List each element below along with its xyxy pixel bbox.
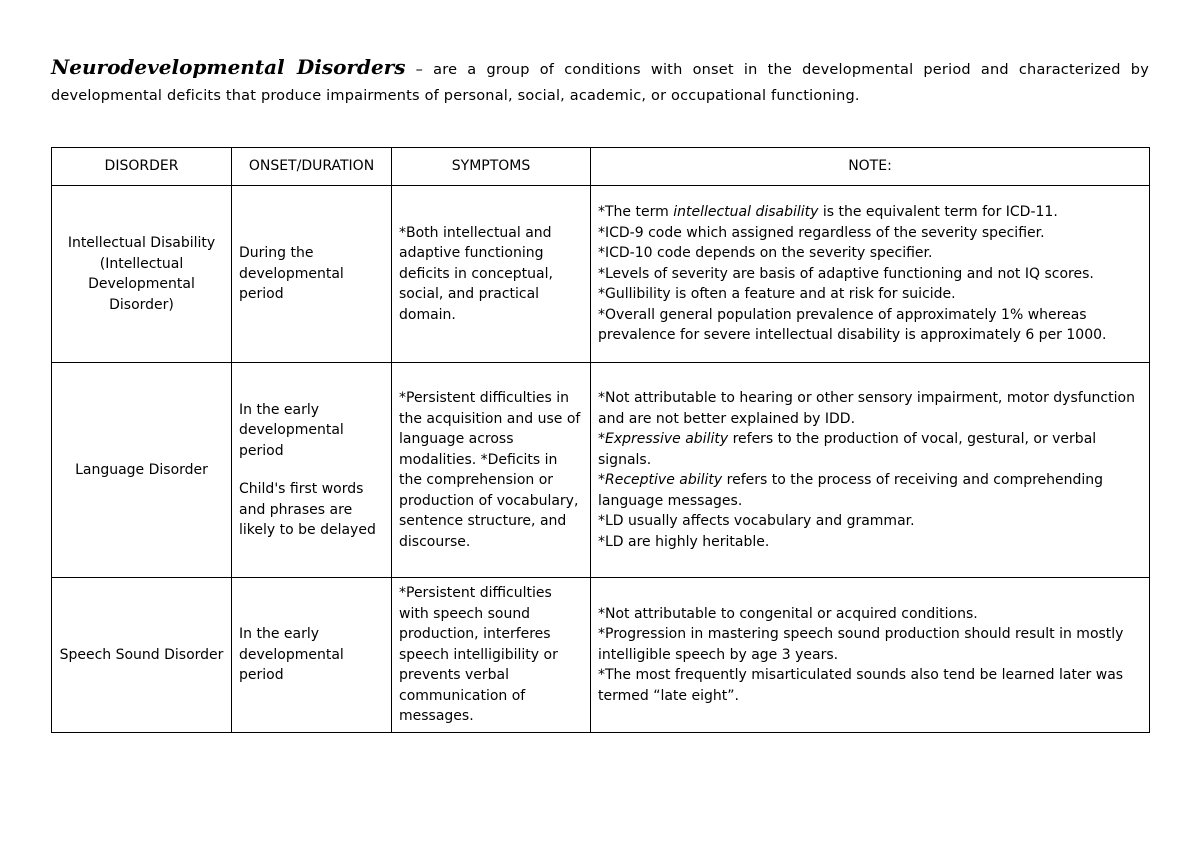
note-text: *Overall general population prevalence of approximately 1% whereas prevalence for severe intellectual disability is approximately 6 per 1000. bbox=[598, 306, 1107, 344]
onset-cell bbox=[232, 363, 392, 578]
note-item bbox=[598, 264, 1142, 285]
note-text: refers to the production of vocal, gestural, or verbal signals. bbox=[598, 431, 1097, 468]
table-row bbox=[52, 363, 1150, 578]
symptoms-text: *Persistent difficulties with speech sound production, interferes speech intelligibility or prevents verbal communication of messages. bbox=[399, 585, 558, 725]
onset-text: During the developmental period bbox=[239, 245, 344, 303]
note-text: *The term bbox=[598, 204, 674, 221]
note-term: intellectual disability bbox=[673, 204, 819, 221]
note-text: *LD usually affects vocabulary and grammar. bbox=[598, 513, 915, 529]
note-cell bbox=[591, 578, 1150, 733]
table-row bbox=[52, 186, 1150, 363]
note-text: *Not attributable to hearing or other sensory impairment, motor dysfunction and are not better explained by IDD. bbox=[598, 390, 1135, 427]
onset-cell bbox=[232, 578, 392, 733]
note-text: *Gullibility is often a feature and at risk for suicide. bbox=[598, 286, 956, 303]
symptoms-text: *Both intellectual and adaptive functioning deficits in conceptual, social, and practical domain. bbox=[399, 224, 553, 323]
symptoms-text: *Persistent difficulties in the acquisition and use of language across modalities. *Deficits in the comprehension or production of vocabulary, sentence structure, and discourse. bbox=[399, 390, 581, 550]
note-item bbox=[598, 532, 1142, 553]
symptoms-cell bbox=[392, 578, 591, 733]
note-item bbox=[598, 665, 1142, 706]
note-item bbox=[598, 388, 1142, 429]
note-item bbox=[598, 470, 1142, 511]
note-text: *ICD-10 code depends on the severity specifier. bbox=[598, 245, 933, 262]
note-cell bbox=[591, 186, 1150, 363]
note-text: refers to the process of receiving and comprehending language messages. bbox=[598, 472, 1104, 509]
note-text: is the equivalent term for ICD-11. bbox=[818, 204, 1058, 221]
note-text: *Not attributable to congenital or acquired conditions. bbox=[598, 605, 978, 622]
table-row bbox=[52, 578, 1150, 733]
notes-list bbox=[598, 388, 1142, 552]
notes-list bbox=[598, 202, 1142, 346]
header-note: NOTE: bbox=[591, 148, 1150, 186]
intro-definition: are a group of conditions with onset in the developmental period and characterized by developmental deficits that produce impairments of personal, social, academic, or occupational functioning. bbox=[51, 62, 1149, 104]
note-item bbox=[598, 604, 1142, 625]
note-item bbox=[598, 624, 1142, 665]
disorders-table bbox=[51, 147, 1150, 733]
table-header-row bbox=[52, 148, 1150, 186]
note-term: Expressive ability bbox=[605, 431, 729, 447]
intro-dash: – bbox=[405, 62, 434, 78]
notes-list bbox=[598, 604, 1142, 707]
note-item bbox=[598, 284, 1142, 305]
header-symptoms: SYMPTOMS bbox=[392, 148, 591, 186]
note-text: *Levels of severity are basis of adaptive functioning and not IQ scores. bbox=[598, 265, 1094, 282]
note-item bbox=[598, 202, 1142, 223]
symptoms-cell bbox=[392, 186, 591, 363]
note-text: *ICD-9 code which assigned regardless of the severity specifier. bbox=[598, 224, 1045, 241]
intro-term: Neurodevelopmental Disorders bbox=[51, 55, 406, 79]
disorder-cell: Language Disorder bbox=[52, 363, 232, 578]
symptoms-cell bbox=[392, 363, 591, 578]
onset-text: In the early developmental period bbox=[239, 401, 344, 459]
onset-text: In the early developmental period bbox=[239, 626, 344, 684]
note-item bbox=[598, 243, 1142, 264]
disorder-cell: Intellectual Disability (Intellectual Developmental Disorder) bbox=[52, 186, 232, 363]
onset-cell bbox=[232, 186, 392, 363]
header-onset: ONSET/DURATION bbox=[232, 148, 392, 186]
note-item bbox=[598, 223, 1142, 244]
header-disorder: DISORDER bbox=[52, 148, 232, 186]
note-cell bbox=[591, 363, 1150, 578]
note-item bbox=[598, 429, 1142, 470]
note-item bbox=[598, 511, 1142, 532]
note-text: *The most frequently misarticulated sounds also tend be learned later was termed “late eight”. bbox=[598, 667, 1124, 704]
note-text: * bbox=[598, 472, 605, 488]
note-text: * bbox=[598, 431, 605, 447]
disorder-cell: Speech Sound Disorder bbox=[52, 578, 232, 733]
note-term: Receptive ability bbox=[605, 472, 723, 488]
intro-paragraph bbox=[51, 54, 1149, 109]
note-text: *Progression in mastering speech sound production should result in mostly intelligible speech by age 3 years. bbox=[598, 626, 1124, 663]
onset-detail: Child's first words and phrases are likely to be delayed bbox=[239, 481, 376, 538]
note-text: *LD are highly heritable. bbox=[598, 533, 770, 550]
note-item bbox=[598, 305, 1142, 346]
